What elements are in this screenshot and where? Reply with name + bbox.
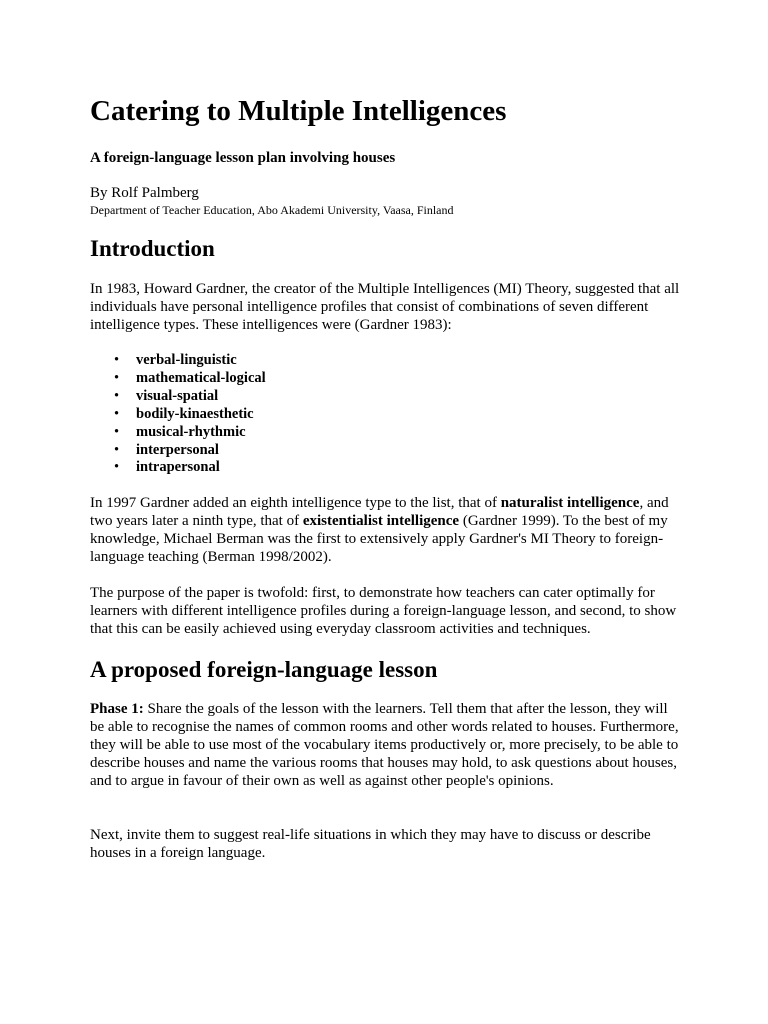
list-item-label: mathematical-logical (136, 369, 266, 386)
text-run: , and two years later a ninth type, that of (90, 495, 669, 529)
text-run: (Gardner 1999). To the best of my knowledge, Michael Berman was the first to extensively apply Gardner's MI Theory to foreign-language teaching (Berman 1998/2002). (90, 513, 668, 565)
bullet-icon: • (114, 423, 120, 440)
phase-1-label: Phase 1: (90, 701, 144, 717)
bullet-icon: • (114, 459, 120, 476)
author-affiliation: Department of Teacher Education, Abo Akademi University, Vaasa, Finland (90, 203, 454, 217)
list-item (112, 424, 266, 442)
list-item-label: musical-rhythmic (136, 423, 246, 440)
bullet-icon: • (114, 405, 120, 422)
list-item (112, 370, 266, 388)
page-title: Catering to Multiple Intelligences (90, 95, 507, 127)
introduction-paragraph-1: In 1983, Howard Gardner, the creator of the Multiple Intelligences (MI) Theory, suggested that all individuals have personal intelligence profiles that consist of combinations of seven different intelligence types. These intelligences were (Gardner 1983): (90, 281, 680, 333)
list-item-label: intrapersonal (136, 459, 220, 476)
bullet-icon: • (114, 352, 120, 368)
list-item (112, 406, 266, 424)
intelligences-list (112, 352, 266, 477)
author-byline: By Rolf Palmberg (90, 185, 199, 201)
list-item (112, 442, 266, 460)
lesson-heading: A proposed foreign-language lesson (90, 657, 438, 682)
list-item (112, 352, 266, 370)
text-run: In 1997 Gardner added an eighth intelligence type to the list, that of (90, 495, 501, 511)
next-paragraph: Next, invite them to suggest real-life situations in which they may have to discuss or describe houses in a foreign language. (90, 827, 651, 861)
introduction-paragraph-2 (90, 494, 680, 566)
introduction-paragraph-3: The purpose of the paper is twofold: first, to demonstrate how teachers can cater optimally for learners with different intelligence profiles during a foreign-language lesson, and second, to show that this can be easily achieved using everyday classroom activities and techniques. (90, 585, 677, 637)
phase-1-paragraph (90, 700, 680, 790)
emphasis-naturalist: naturalist intelligence (500, 495, 640, 511)
list-item (112, 459, 266, 477)
list-item (112, 388, 266, 406)
list-item-label: visual-spatial (136, 387, 219, 404)
emphasis-existentialist: existentialist intelligence (302, 513, 460, 529)
page-subtitle: A foreign-language lesson plan involving houses (90, 150, 396, 166)
list-item-label: verbal-linguistic (136, 352, 237, 368)
phase-1-text: Share the goals of the lesson with the learners. Tell them that after the lesson, they will be able to recognise the names of common rooms and other words related to houses. Furthermore, they will be able to use most of the vocabulary items productively or, more precisely, to be able to describe houses and name the various rooms that houses may hold, to ask questions about houses, and to argue in favour of their own as well as against other people's opinions. (90, 701, 679, 789)
introduction-heading: Introduction (90, 236, 215, 261)
bullet-icon: • (114, 369, 120, 386)
bullet-icon: • (114, 387, 120, 404)
list-item-label: bodily-kinaesthetic (136, 405, 254, 422)
bullet-icon: • (114, 441, 120, 458)
list-item-label: interpersonal (136, 441, 219, 458)
